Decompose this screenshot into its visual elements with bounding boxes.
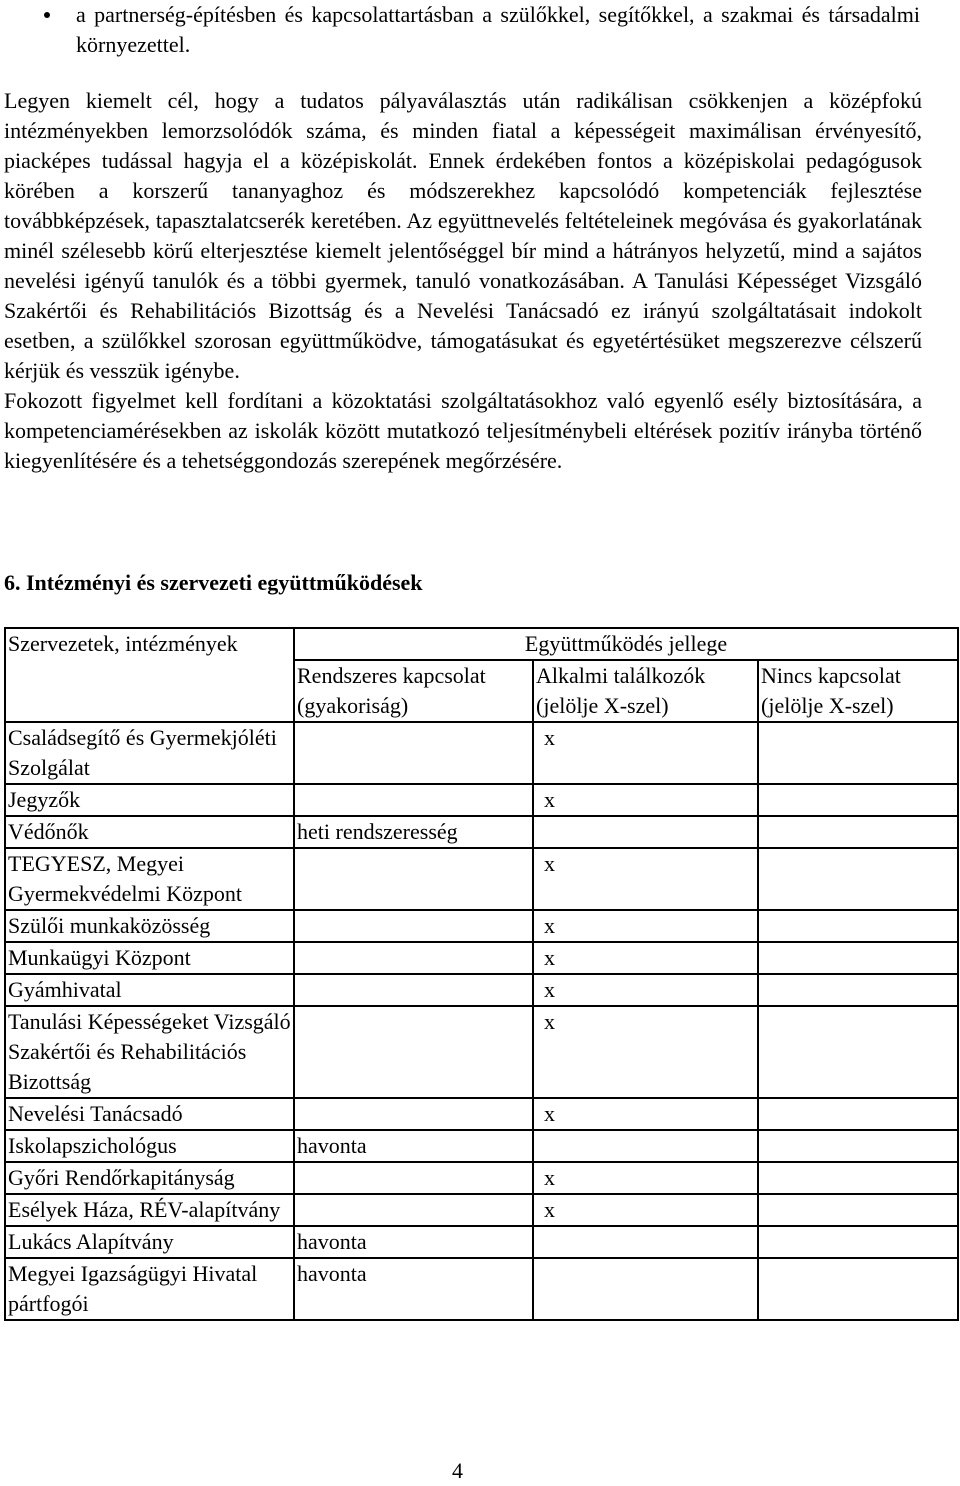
section-heading: 6. Intézményi és szervezeti együttműködések	[4, 570, 423, 595]
table-row	[5, 848, 958, 910]
row-organization: Tanulási Képességeket Vizsgáló Szakértői és Rehabilitációs Bizottság	[5, 1006, 294, 1098]
row-occasional-meeting: x	[533, 722, 758, 784]
row-regular-contact: havonta	[294, 1258, 533, 1320]
table-row	[5, 1194, 958, 1226]
row-organization: Szülői munkaközösség	[5, 910, 294, 942]
paragraph-equity: Fokozott figyelmet kell fordítani a közoktatási szolgáltatásokhoz való egyenlő esély biztosítására, a kompetenciamérésekben az iskolák között mutatkozó teljesítménybeli eltérések pozitív irányba történő kiegyenlítésére és a tehetséggondozás szerepének megőrzésére.	[4, 388, 922, 473]
row-organization: Nevelési Tanácsadó	[5, 1098, 294, 1130]
bullet-text: a partnerség-építésben és kapcsolattartásban a szülőkkel, segítőkkel, a szakmai és társadalmi környezettel.	[76, 2, 920, 57]
table-row	[5, 942, 958, 974]
table-row	[5, 910, 958, 942]
row-occasional-meeting	[533, 1258, 758, 1320]
table-row	[5, 1226, 958, 1258]
row-occasional-meeting	[533, 816, 758, 848]
row-occasional-meeting: x	[533, 784, 758, 816]
table-row	[5, 722, 958, 784]
row-regular-contact	[294, 1162, 533, 1194]
row-organization: Iskolapszichológus	[5, 1130, 294, 1162]
row-organization: Családsegítő és Gyermekjóléti Szolgálat	[5, 722, 294, 784]
header-no-contact: Nincs kapcsolat (jelölje X-szel)	[758, 660, 958, 722]
row-regular-contact	[294, 974, 533, 1006]
row-no-contact	[758, 942, 958, 974]
row-organization: Megyei Igazságügyi Hivatal pártfogói	[5, 1258, 294, 1320]
row-occasional-meeting: x	[533, 1006, 758, 1098]
row-no-contact	[758, 910, 958, 942]
bullet-icon	[44, 12, 50, 18]
row-no-contact	[758, 1194, 958, 1226]
row-occasional-meeting	[533, 1130, 758, 1162]
page-number: 4	[452, 1458, 463, 1483]
table-row	[5, 1258, 958, 1320]
row-regular-contact	[294, 1006, 533, 1098]
row-regular-contact: havonta	[294, 1130, 533, 1162]
row-organization: Munkaügyi Központ	[5, 942, 294, 974]
row-regular-contact	[294, 942, 533, 974]
header-cooperation-type: Együttműködés jellege	[294, 628, 958, 660]
row-occasional-meeting	[533, 1226, 758, 1258]
row-no-contact	[758, 816, 958, 848]
bullet-item	[36, 0, 920, 60]
table-row	[5, 784, 958, 816]
cooperation-table	[4, 627, 959, 1321]
table-header-row	[5, 628, 958, 660]
row-no-contact	[758, 722, 958, 784]
row-no-contact	[758, 848, 958, 910]
header-occasional-meetings: Alkalmi találkozók (jelölje X-szel)	[533, 660, 758, 722]
table-row	[5, 1006, 958, 1098]
body-text	[4, 86, 922, 476]
row-no-contact	[758, 974, 958, 1006]
table-row	[5, 1162, 958, 1194]
row-occasional-meeting: x	[533, 1162, 758, 1194]
row-organization: Lukács Alapítvány	[5, 1226, 294, 1258]
table-row	[5, 1098, 958, 1130]
row-regular-contact	[294, 1194, 533, 1226]
row-occasional-meeting: x	[533, 848, 758, 910]
row-no-contact	[758, 1098, 958, 1130]
row-organization: TEGYESZ, Megyei Gyermekvédelmi Központ	[5, 848, 294, 910]
paragraph-goals: Legyen kiemelt cél, hogy a tudatos pályaválasztás után radikálisan csökkenjen a középfokú intézményekben lemorzsolódók száma, és minden fiatal a képességeit maximálisan érvényesítő, piacképes tudással hagyja el a középiskolát. Ennek érdekében fontos a középiskolai pedagógusok körében a korszerű tananyaghoz és módszerekhez kapcsolódó kompetenciák fejlesztése továbbképzések, tapasztalatcserék keretében. Az együttnevelés feltételeinek megóvása és gyakorlatának minél szélesebb körű elterjesztése kiemelt jelentőséggel bír mind a hátrányos helyzetű, mind a sajátos nevelési igényű tanulók és a többi gyermek, tanuló vonatkozásában. A Tanulási Képességet Vizsgáló Szakértői és Rehabilitációs Bizottság és a Nevelési Tanácsadó ez irányú szolgáltatásait indokolt esetben, a szülőkkel szorosan együttműködve, támogatásukat és egyetértésüket megszerezve célszerű kérjük és vesszük igénybe.	[4, 88, 922, 383]
row-organization: Védőnők	[5, 816, 294, 848]
table-row	[5, 816, 958, 848]
row-no-contact	[758, 1258, 958, 1320]
header-organizations: Szervezetek, intézmények	[5, 628, 294, 722]
row-occasional-meeting: x	[533, 1194, 758, 1226]
row-regular-contact	[294, 722, 533, 784]
row-occasional-meeting: x	[533, 910, 758, 942]
row-no-contact	[758, 1006, 958, 1098]
row-regular-contact	[294, 1098, 533, 1130]
table-row	[5, 974, 958, 1006]
row-no-contact	[758, 1130, 958, 1162]
table-row	[5, 1130, 958, 1162]
row-organization: Esélyek Háza, RÉV-alapítvány	[5, 1194, 294, 1226]
row-no-contact	[758, 1226, 958, 1258]
row-occasional-meeting: x	[533, 942, 758, 974]
row-no-contact	[758, 784, 958, 816]
row-regular-contact	[294, 848, 533, 910]
header-regular-contact: Rendszeres kapcsolat (gyakoriság)	[294, 660, 533, 722]
row-occasional-meeting: x	[533, 974, 758, 1006]
row-organization: Jegyzők	[5, 784, 294, 816]
row-regular-contact: heti rendszeresség	[294, 816, 533, 848]
row-organization: Győri Rendőrkapitányság	[5, 1162, 294, 1194]
row-regular-contact	[294, 784, 533, 816]
row-organization: Gyámhivatal	[5, 974, 294, 1006]
row-occasional-meeting: x	[533, 1098, 758, 1130]
row-regular-contact	[294, 910, 533, 942]
row-regular-contact: havonta	[294, 1226, 533, 1258]
row-no-contact	[758, 1162, 958, 1194]
